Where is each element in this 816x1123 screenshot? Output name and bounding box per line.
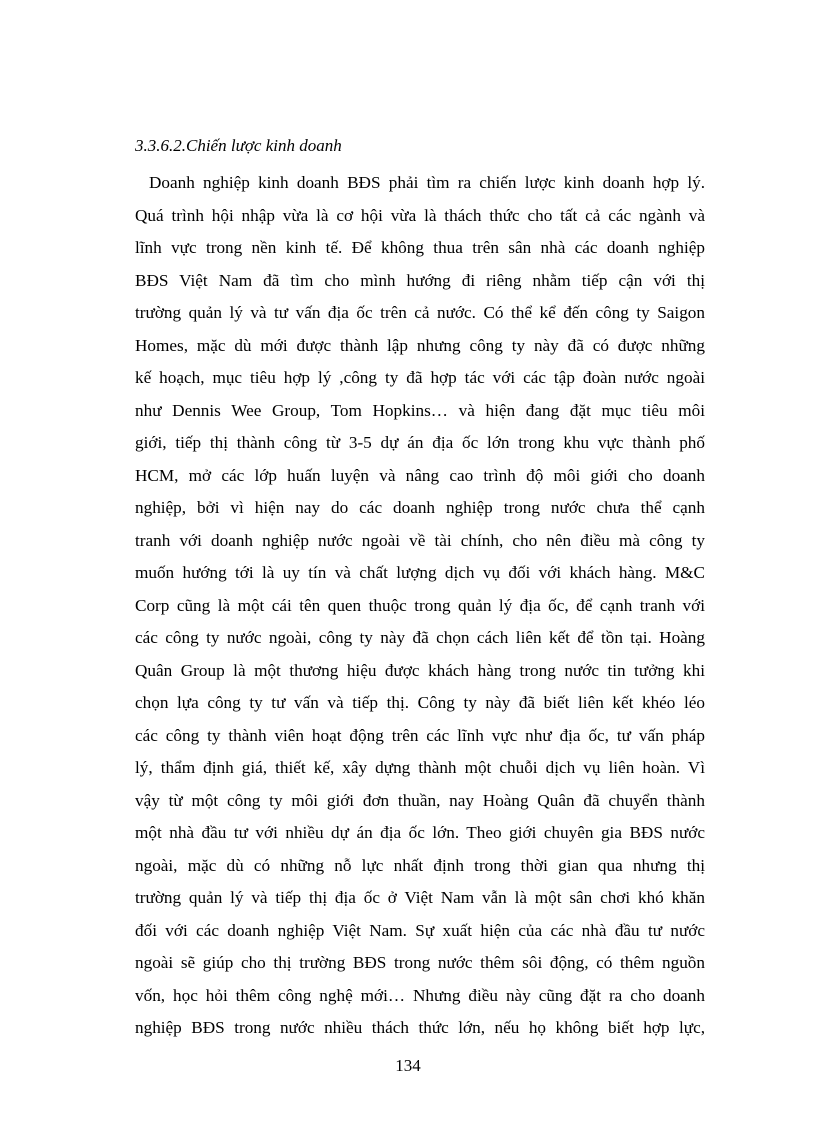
paragraph-line: trường quản lý và tư vấn địa ốc trên cả nước. Có thể kể đến công ty Saigon bbox=[135, 303, 705, 322]
paragraph-line: Doanh nghiệp kinh doanh BĐS phải tìm ra chiến lược kinh doanh hợp lý. bbox=[149, 173, 705, 192]
paragraph-line: đối với các doanh nghiệp Việt Nam. Sự xuất hiện của các nhà đầu tư nước bbox=[135, 920, 705, 940]
paragraph-line: vốn, học hỏi thêm công nghệ mới… Nhưng điều này cũng đặt ra cho doanh bbox=[135, 985, 705, 1005]
section-heading: 3.3.6.2.Chiến lược kinh doanh bbox=[135, 136, 342, 155]
paragraph-line: Corp cũng là một cái tên quen thuộc trong quản lý địa ốc, để cạnh tranh với bbox=[135, 595, 705, 615]
paragraph-line: Homes, mặc dù mới được thành lập nhưng công ty này đã có được những bbox=[135, 335, 705, 355]
paragraph-line: chọn lựa công ty tư vấn và tiếp thị. Công ty này đã biết liên kết khéo léo bbox=[135, 693, 705, 712]
paragraph-line: Quá trình hội nhập vừa là cơ hội vừa là thách thức cho tất cả các ngành và bbox=[135, 205, 705, 225]
page-number: 134 bbox=[395, 1056, 421, 1075]
paragraph-line: ngoài, mặc dù có những nỗ lực nhất định trong thời gian qua nhưng thị bbox=[135, 855, 705, 875]
paragraph-line: như Dennis Wee Group, Tom Hopkins… và hiện đang đặt mục tiêu môi bbox=[135, 400, 705, 420]
paragraph-line: BĐS Việt Nam đã tìm cho mình hướng đi riêng nhằm tiếp cận với thị bbox=[135, 270, 705, 290]
paragraph-line: tranh với doanh nghiệp nước ngoài về tài chính, cho nên điều mà công ty bbox=[135, 530, 705, 550]
paragraph-line: các công ty nước ngoài, công ty này đã chọn cách liên kết để tồn tại. Hoàng bbox=[135, 628, 705, 647]
paragraph-line: kế hoạch, mục tiêu hợp lý ,công ty đã hợp tác với các tập đoàn nước ngoài bbox=[135, 368, 705, 387]
body-paragraph bbox=[135, 172, 705, 1050]
paragraph-line: trường quản lý và tiếp thị địa ốc ở Việt Nam vẫn là một sân chơi khó khăn bbox=[135, 888, 705, 907]
paragraph-line: muốn hướng tới là uy tín và chất lượng dịch vụ đối với khách hàng. M&C bbox=[135, 563, 705, 582]
paragraph-line: ngoài sẽ giúp cho thị trường BĐS trong nước thêm sôi động, có thêm nguồn bbox=[135, 953, 705, 972]
paragraph-line: HCM, mở các lớp huấn luyện và nâng cao trình độ môi giới cho doanh bbox=[135, 465, 705, 485]
paragraph-line: các công ty thành viên hoạt động trên các lĩnh vực như địa ốc, tư vấn pháp bbox=[135, 725, 705, 745]
paragraph-line: lý, thẩm định giá, thiết kế, xây dựng thành một chuỗi dịch vụ liên hoàn. Vì bbox=[135, 758, 705, 777]
paragraph-line: nghiệp, bởi vì hiện nay do các doanh nghiệp trong nước chưa thể cạnh bbox=[135, 498, 705, 517]
paragraph-line: vậy từ một công ty môi giới đơn thuần, nay Hoàng Quân đã chuyển thành bbox=[135, 790, 705, 810]
paragraph-line: nghiệp BĐS trong nước nhiều thách thức lớn, nếu họ không biết hợp lực, bbox=[135, 1018, 705, 1037]
paragraph-line: Quân Group là một thương hiệu được khách hàng trong nước tin tưởng khi bbox=[135, 660, 705, 680]
paragraph-line: giới, tiếp thị thành công từ 3-5 dự án địa ốc lớn trong khu vực thành phố bbox=[135, 433, 705, 452]
paragraph-line: một nhà đầu tư với nhiều dự án địa ốc lớn. Theo giới chuyên gia BĐS nước bbox=[135, 823, 705, 842]
paragraph-line: lĩnh vực trong nền kinh tế. Để không thua trên sân nhà các doanh nghiệp bbox=[135, 238, 705, 257]
